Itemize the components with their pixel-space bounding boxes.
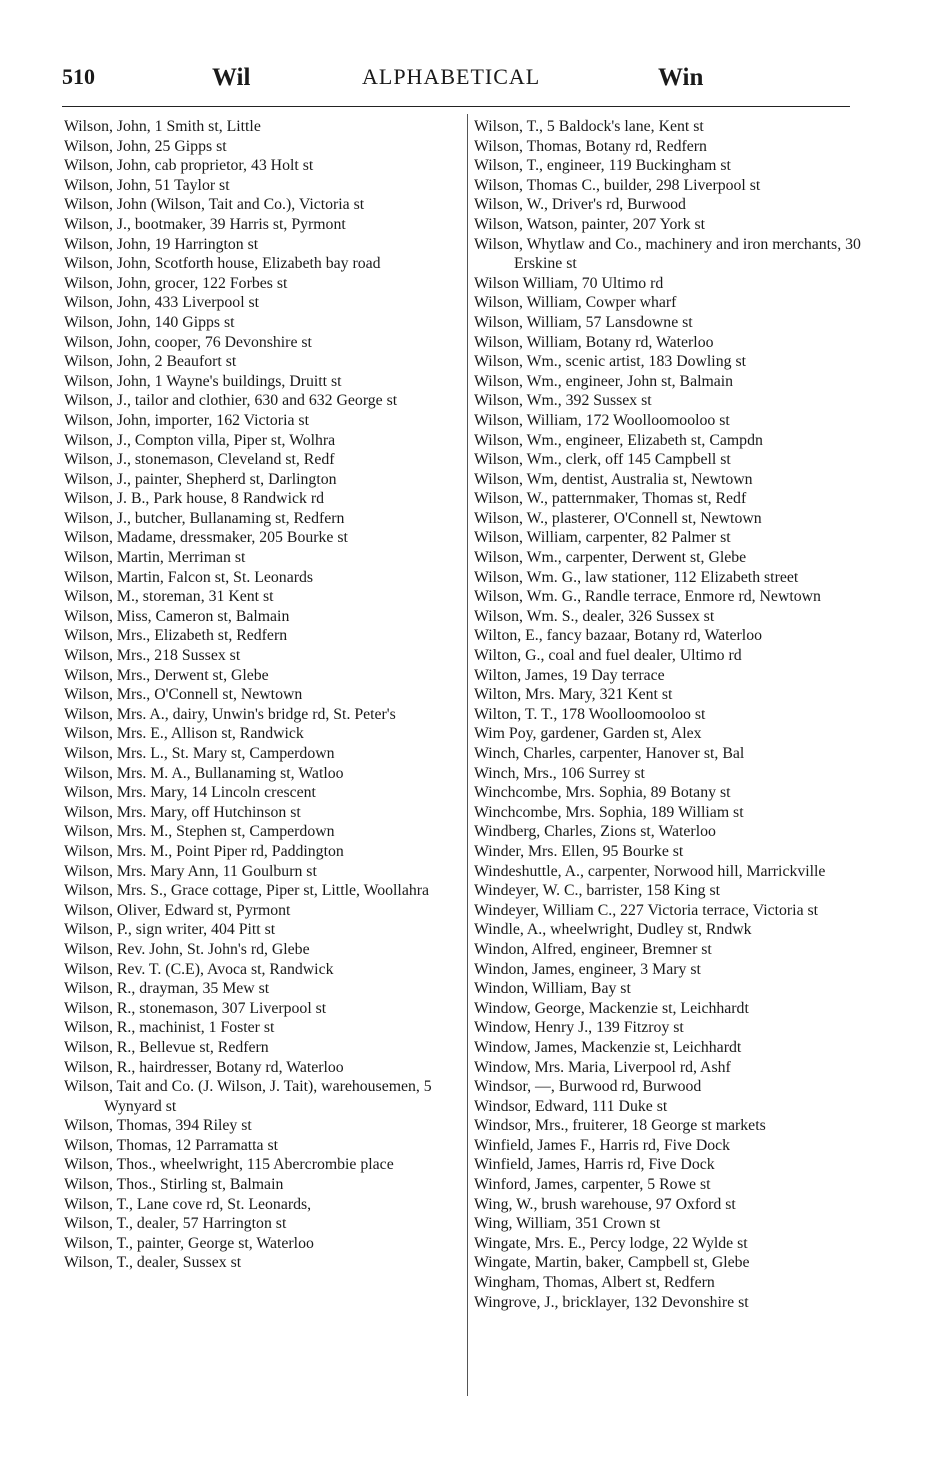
directory-entry: Wilson, R., hairdresser, Botany rd, Waterloo: [64, 1058, 344, 1076]
directory-entry: Wilson, Wm., engineer, Elizabeth st, Campdn: [474, 431, 763, 449]
directory-entry: Wilson, Wm. S., dealer, 326 Sussex st: [474, 607, 715, 625]
directory-entry: Winch, Charles, carpenter, Hanover st, Bal: [474, 745, 745, 762]
directory-entry: Wilson, Wm, dentist, Australia st, Newtown: [474, 470, 753, 488]
directory-entry: Wilson, Mrs. M. A., Bullanaming st, Watloo: [64, 764, 344, 782]
directory-entry: Wilson, Thos., wheelwright, 115 Abercrombie place: [64, 1156, 394, 1174]
directory-entry: Wilson, Rev. T. (C.E), Avoca st, Randwick: [64, 960, 334, 978]
directory-entry: Wilson, John, 19 Harrington st: [64, 235, 259, 253]
directory-entry: Windeyer, William C., 227 Victoria terrace, Victoria st: [474, 901, 819, 919]
directory-entry: Wilson, R., stonemason, 307 Liverpool st: [64, 999, 327, 1017]
directory-entry: Wilson, John, cooper, 76 Devonshire st: [64, 333, 312, 351]
directory-entry: Wilson, Madame, dressmaker, 205 Bourke st: [64, 529, 348, 547]
left-column: [64, 117, 462, 1273]
directory-entry: Wilson, Thomas C., builder, 298 Liverpool st: [474, 176, 761, 194]
directory-entry: Wilson, Martin, Falcon st, St. Leonards: [64, 568, 314, 586]
directory-entry: Wilson, Mrs. Mary, 14 Lincoln crescent: [64, 784, 316, 802]
directory-entry: Wilson, J., bootmaker, 39 Harris st, Pyrmont: [64, 215, 346, 233]
directory-entry: Wilson, R., Bellevue st, Redfern: [64, 1038, 269, 1056]
directory-entry: Wilson, Wm., engineer, John st, Balmain: [474, 372, 734, 390]
directory-entry: Wilson, Mrs. L., St. Mary st, Camperdown: [64, 745, 335, 762]
page-number: 510: [62, 64, 95, 89]
directory-entry: Wilson, T., Lane cove rd, St. Leonards,: [64, 1195, 312, 1213]
directory-entry: Wilson, William, Cowper wharf: [474, 294, 677, 312]
directory-entry: Windsor, Mrs., fruiterer, 18 George st markets: [474, 1117, 766, 1135]
directory-entry: Wilson, J., Compton villa, Piper st, Wolhra: [64, 431, 336, 449]
directory-entry: Wilson, John, Scotforth house, Elizabeth bay road: [64, 255, 381, 273]
directory-entry: Windon, William, Bay st: [474, 980, 631, 998]
directory-entry: Wilson, M., storeman, 31 Kent st: [64, 588, 274, 606]
directory-entry: Window, George, Mackenzie st, Leichhardt: [474, 999, 749, 1017]
directory-entry: Wilson, William, Botany rd, Waterloo: [474, 333, 714, 351]
directory-entry: Winchcombe, Mrs. Sophia, 189 William st: [474, 803, 744, 821]
directory-entry: Wilson William, 70 Ultimo rd: [474, 274, 664, 292]
directory-entry: Windle, A., wheelwright, Dudley st, Rndwk: [474, 921, 752, 939]
directory-entry: Wilson, J., tailor and clothier, 630 and 632 George st: [64, 392, 398, 410]
directory-entry: Wingate, Martin, baker, Campbell st, Glebe: [474, 1254, 750, 1272]
directory-entry: Window, James, Mackenzie st, Leichhardt: [474, 1038, 742, 1056]
directory-entry: Windeyer, W. C., barrister, 158 King st: [474, 882, 720, 900]
directory-entry: Wilson, Wm., carpenter, Derwent st, Glebe: [474, 549, 747, 567]
directory-entry: Wilson, Mrs. M., Point Piper rd, Paddington: [64, 842, 344, 860]
directory-entry: Wilson, Thomas, 12 Parramatta st: [64, 1136, 279, 1154]
directory-entry: Wilson, William, 172 Woolloomooloo st: [474, 411, 730, 429]
directory-entry: Wilson, T., 5 Baldock's lane, Kent st: [474, 118, 704, 135]
directory-entry: Wing, William, 351 Crown st: [474, 1215, 661, 1233]
directory-entry: Wilson, Mrs., Elizabeth st, Redfern: [64, 627, 288, 645]
directory-entry: Winder, Mrs. Ellen, 95 Bourke st: [474, 842, 684, 860]
directory-entry: Wilton, T. T., 178 Woolloomooloo st: [474, 705, 706, 723]
directory-entry: Wilson, John (Wilson, Tait and Co.), Victoria st: [64, 196, 365, 214]
directory-entry: Wilson, Mrs., O'Connell st, Newtown: [64, 686, 303, 704]
directory-entry: Wilson, R., machinist, 1 Foster st: [64, 1019, 275, 1037]
left-guide-word: Wil: [212, 64, 251, 91]
directory-entry: Winch, Mrs., 106 Surrey st: [474, 764, 645, 782]
directory-entry: Wingrove, J., bricklayer, 132 Devonshire st: [474, 1293, 749, 1311]
directory-entry: Wilson, W., plasterer, O'Connell st, Newtown: [474, 509, 762, 527]
directory-entry: Wilson, T., dealer, 57 Harrington st: [64, 1215, 287, 1233]
directory-entry: Wilson, Tait and Co. (J. Wilson, J. Tait), warehousemen, 5 Wynyard st: [64, 1078, 432, 1115]
directory-entry: Wilton, Mrs. Mary, 321 Kent st: [474, 686, 673, 704]
directory-entry: Wilson, John, cab proprietor, 43 Holt st: [64, 157, 314, 175]
directory-entry: Windon, Alfred, engineer, Bremner st: [474, 940, 712, 958]
directory-entry: Wilson, Wm. G., law stationer, 112 Elizabeth street: [474, 568, 799, 586]
directory-entry: Wilson, Mrs. S., Grace cottage, Piper st, Little, Woollahra: [64, 882, 430, 900]
directory-entry: Wilson, R., drayman, 35 Mew st: [64, 980, 270, 998]
directory-entry: Wilson, P., sign writer, 404 Pitt st: [64, 921, 276, 939]
directory-entry: Wilson, J., butcher, Bullanaming st, Redfern: [64, 509, 345, 527]
directory-entry: Wilson, Mrs. A., dairy, Unwin's bridge rd, St. Peter's: [64, 705, 396, 723]
directory-entry: Wilson, Wm., clerk, off 145 Campbell st: [474, 451, 731, 469]
directory-entry: Wilson, J., stonemason, Cleveland st, Redf: [64, 451, 335, 469]
directory-entry: Wilson, Thomas, 394 Riley st: [64, 1117, 252, 1135]
directory-entry: Window, Henry J., 139 Fitzroy st: [474, 1019, 684, 1037]
directory-entry: Wilton, E., fancy bazaar, Botany rd, Waterloo: [474, 627, 762, 645]
directory-entry: Wilson, Mrs. E., Allison st, Randwick: [64, 725, 304, 743]
directory-entry: Winfield, James, Harris rd, Five Dock: [474, 1156, 715, 1174]
directory-entry: Wilson, J. B., Park house, 8 Randwick rd: [64, 490, 324, 508]
directory-entry: Wilson, William, 57 Lansdowne st: [474, 313, 693, 331]
directory-entry: Wilson, John, 433 Liverpool st: [64, 294, 260, 312]
directory-entry: Wilson, John, importer, 162 Victoria st: [64, 411, 309, 429]
directory-entry: Wilson, John, 1 Smith st, Little: [64, 118, 261, 135]
directory-entry: Wilson, Rev. John, St. John's rd, Glebe: [64, 940, 310, 958]
directory-entry: Wilson, John, 2 Beaufort st: [64, 353, 237, 371]
directory-entry: Wilson, John, grocer, 122 Forbes st: [64, 274, 288, 292]
page-title: ALPHABETICAL: [362, 64, 541, 89]
column-divider: [467, 114, 468, 1396]
right-guide-word: Win: [658, 64, 704, 91]
directory-entry: Wilson, T., dealer, Sussex st: [64, 1254, 242, 1272]
directory-entry: Wilson, Thomas, Botany rd, Redfern: [474, 137, 707, 155]
directory-entry: Windsor, Edward, 111 Duke st: [474, 1097, 668, 1115]
directory-entry: Windon, James, engineer, 3 Mary st: [474, 960, 701, 978]
directory-entry: Wilson, Mrs., 218 Sussex st: [64, 647, 241, 665]
directory-entry: Wilson, Wm. G., Randle terrace, Enmore rd, Newtown: [474, 588, 821, 606]
directory-entry: Window, Mrs. Maria, Liverpool rd, Ashf: [474, 1058, 731, 1076]
directory-entry: Wilson, William, carpenter, 82 Palmer st: [474, 529, 731, 547]
directory-entry: Winfield, James F., Harris rd, Five Dock: [474, 1136, 731, 1154]
directory-entry: Wilson, Whytlaw and Co., machinery and iron merchants, 30 Erskine st: [474, 235, 861, 273]
directory-entry: Wing, W., brush warehouse, 97 Oxford st: [474, 1195, 736, 1213]
directory-entry: Wilton, G., coal and fuel dealer, Ultimo rd: [474, 647, 742, 665]
directory-entry: Wingham, Thomas, Albert st, Redfern: [474, 1274, 715, 1292]
page-header: [62, 64, 852, 104]
directory-entry: Windberg, Charles, Zions st, Waterloo: [474, 823, 716, 841]
directory-entry: Wilson, T., engineer, 119 Buckingham st: [474, 157, 731, 175]
directory-entry: Wilson, Wm., scenic artist, 183 Dowling st: [474, 353, 746, 371]
directory-entry: Wilson, Wm., 392 Sussex st: [474, 392, 652, 410]
directory-entry: Wilson, Oliver, Edward st, Pyrmont: [64, 901, 291, 919]
directory-entry: Wilson, John, 140 Gipps st: [64, 313, 235, 331]
directory-entry: Wilson, John, 1 Wayne's buildings, Druitt st: [64, 372, 342, 390]
directory-entry: Windsor, —, Burwood rd, Burwood: [474, 1078, 702, 1096]
right-column: [474, 117, 862, 1312]
directory-entry: Wilson, Mrs. M., Stephen st, Camperdown: [64, 823, 335, 841]
directory-entry: Wilson, John, 25 Gipps st: [64, 137, 227, 155]
directory-entry: Wilson, Mrs. Mary Ann, 11 Goulburn st: [64, 862, 317, 880]
directory-entry: Wilson, Miss, Cameron st, Balmain: [64, 607, 290, 625]
directory-entry: Wilton, James, 19 Day terrace: [474, 666, 665, 684]
directory-entry: Wilson, W., patternmaker, Thomas st, Redf: [474, 490, 747, 508]
directory-entry: Wilson, John, 51 Taylor st: [64, 176, 230, 194]
directory-entry: Wilson, Thos., Stirling st, Balmain: [64, 1176, 284, 1194]
directory-entry: Wim Poy, gardener, Garden st, Alex: [474, 725, 702, 743]
directory-entry: Wilson, Watson, painter, 207 York st: [474, 215, 706, 233]
directory-entry: Wilson, Martin, Merriman st: [64, 549, 246, 567]
header-rule: [62, 106, 850, 107]
directory-entry: Winchcombe, Mrs. Sophia, 89 Botany st: [474, 784, 731, 802]
directory-entry: Wilson, Mrs., Derwent st, Glebe: [64, 666, 269, 684]
directory-entry: Wilson, W., Driver's rd, Burwood: [474, 196, 686, 214]
directory-entry: Wilson, J., painter, Shepherd st, Darlington: [64, 470, 337, 488]
directory-entry: Wingate, Mrs. E., Percy lodge, 22 Wylde st: [474, 1234, 748, 1252]
directory-entry: Winford, James, carpenter, 5 Rowe st: [474, 1176, 711, 1194]
directory-entry: Wilson, T., painter, George st, Waterloo: [64, 1234, 314, 1252]
directory-entry: Windeshuttle, A., carpenter, Norwood hill, Marrickville: [474, 862, 826, 880]
directory-entry: Wilson, Mrs. Mary, off Hutchinson st: [64, 803, 301, 821]
